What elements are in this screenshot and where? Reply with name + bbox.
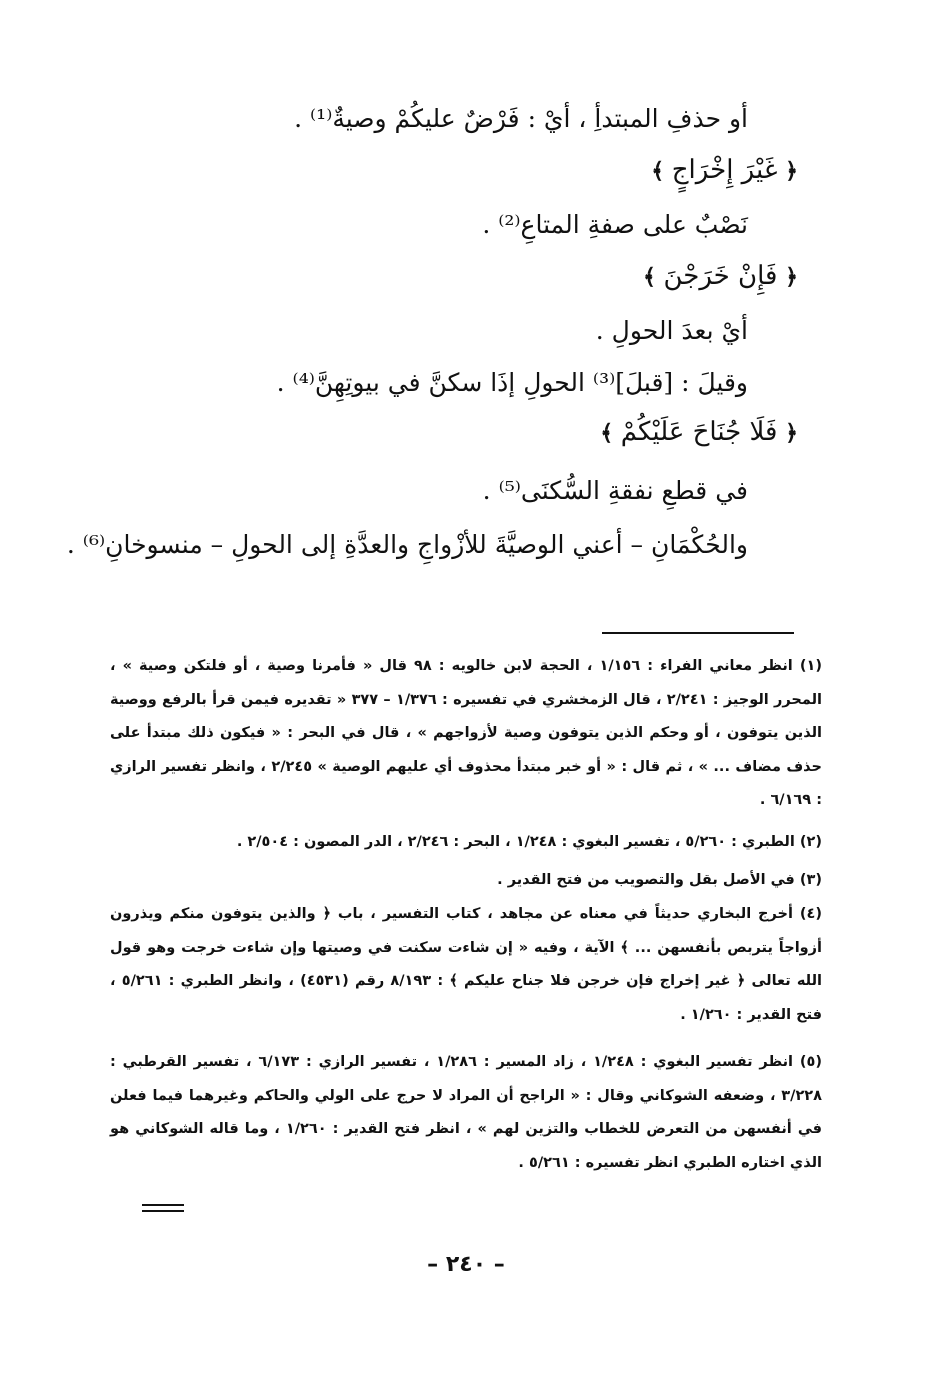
footnote-5 bbox=[110, 1046, 822, 1180]
quran-verse-1 bbox=[118, 152, 798, 189]
footnote-separator bbox=[602, 632, 794, 634]
footnote-3 bbox=[110, 864, 822, 898]
footnote-number: (٣) bbox=[799, 872, 822, 888]
footnote-1 bbox=[110, 650, 822, 818]
quran-bracket-open: ﴿ bbox=[785, 158, 798, 184]
quran-verse-text: فَلَا جُنَاحَ عَلَيْكُمْ bbox=[620, 417, 778, 447]
main-text-line-3: أيْ بعدَ الحولِ . bbox=[595, 316, 748, 345]
footnote-number: (٤) bbox=[799, 906, 822, 922]
main-text-line-2: نَصْبٌ على صفةِ المتاعِ⁽²⁾ . bbox=[482, 210, 748, 239]
footnote-text: أخرج البخاري حديثاً في معناه عن مجاهد ، كتاب التفسير ، باب ﴿ والذين يتوفون منكم ويذرون أزواجاً يتربص بأنفسهن ... ﴾ الآية ، وفيه « إن شاءت سكنت في وصيتها وإن شاءت خرجت وهو قول الله تعالى ﴿ غير إخراج فإن خرجن فلا جناح عليكم ﴾ : ٨/١٩٣ رقم (٤٥٣١) ، وانظر الطبري : ٥/٢٦١ ، فتح القدير : ١/٢٦٠ . bbox=[110, 906, 822, 1023]
page-number: – ٢٤٠ – bbox=[427, 1252, 505, 1277]
footnote-number: (٢) bbox=[799, 834, 822, 850]
quran-bracket-close: ﴾ bbox=[642, 264, 656, 290]
quran-verse-2 bbox=[118, 258, 798, 295]
main-text-line-4: وقيلَ : [قبلَ]⁽³⁾ الحولِ إذَا سكنَّ في بيوتِهِنَّ⁽⁴⁾ . bbox=[276, 368, 748, 397]
quran-bracket-close: ﴾ bbox=[651, 158, 665, 184]
quran-verse-text: فَإِنْ خَرَجْنَ bbox=[663, 261, 778, 291]
quran-bracket-open: ﴿ bbox=[785, 264, 798, 290]
footnotes-end-rule bbox=[142, 1210, 184, 1212]
footnote-text: الطبري : ٥/٢٦٠ ، تفسير البغوي : ١/٢٤٨ ، البحر : ٢/٢٤٦ ، الدر المصون : ٢/٥٠٤ . bbox=[236, 834, 795, 850]
footnote-2 bbox=[110, 826, 822, 860]
quran-verse-text: غَيْرَ إِخْرَاجٍ bbox=[671, 155, 778, 185]
footnote-text: في الأصل بقل والتصويب من فتح القدير . bbox=[497, 872, 795, 888]
footnote-text: انظر معاني الفراء : ١/١٥٦ ، الحجة لابن خالويه : ٩٨ قال « فأمرنا وصية ، أو فلتكن وصية » ، المحرر الوجيز : ٢/٢٤١ ، قال الزمخشري في تفسيره : ١/٣٧٦ – ٣٧٧ « تقديره فيمن قرأ بالرفع ووصية الذين يتوفون ، أو وحكم الذين يتوفون وصية لأزواجهم » ، قال في البحر : « فيكون ذلك مبتدأ على حذف مضاف ... » ، ثم قال : « أو خبر مبتدأ محذوف أي عليهم الوصية » ٢/٢٤٥ ، وانظر تفسير الرازي : ٦/١٦٩ . bbox=[110, 658, 823, 809]
main-text-line-6: والحُكْمَانِ – أعني الوصيَّةَ للأزْواجِ والعدَّةِ إلى الحولِ – منسوخانِ⁽⁶⁾ . bbox=[66, 530, 748, 559]
footnote-text: انظر تفسير البغوي : ١/٢٤٨ ، زاد المسير : ١/٢٨٦ ، تفسير الرازي : ٦/١٧٣ ، تفسير القرطبي : ٣/٢٢٨ ، وضعفه الشوكاني وقال : « الراجح أن المراد لا حرج على الولي والحاكم وغيرهما فيما فعلن في أنفسهن من التعرض للخطاب والتزين لهم » ، انظر فتح القدير : ١/٢٦٠ ، وما قاله الشوكاني هو الذي اختاره الطبري انظر تفسيره : ٥/٢٦١ . bbox=[110, 1054, 822, 1171]
footnotes-end-rule bbox=[142, 1204, 184, 1206]
footnote-number: (١) bbox=[799, 658, 822, 674]
quran-verse-3 bbox=[118, 414, 798, 451]
quran-bracket-close: ﴾ bbox=[600, 420, 614, 446]
footnote-number: (٥) bbox=[799, 1054, 822, 1070]
main-text-line-5: في قطعِ نفقةِ السُّكنَى⁽⁵⁾ . bbox=[482, 476, 748, 505]
footnote-4 bbox=[110, 898, 822, 1032]
main-text-line-1: أو حذفِ المبتدأِ ، أيْ : فَرْضٌ عليكُمْ وصيةٌ⁽¹⁾ . bbox=[294, 104, 748, 133]
quran-bracket-open: ﴿ bbox=[785, 420, 798, 446]
